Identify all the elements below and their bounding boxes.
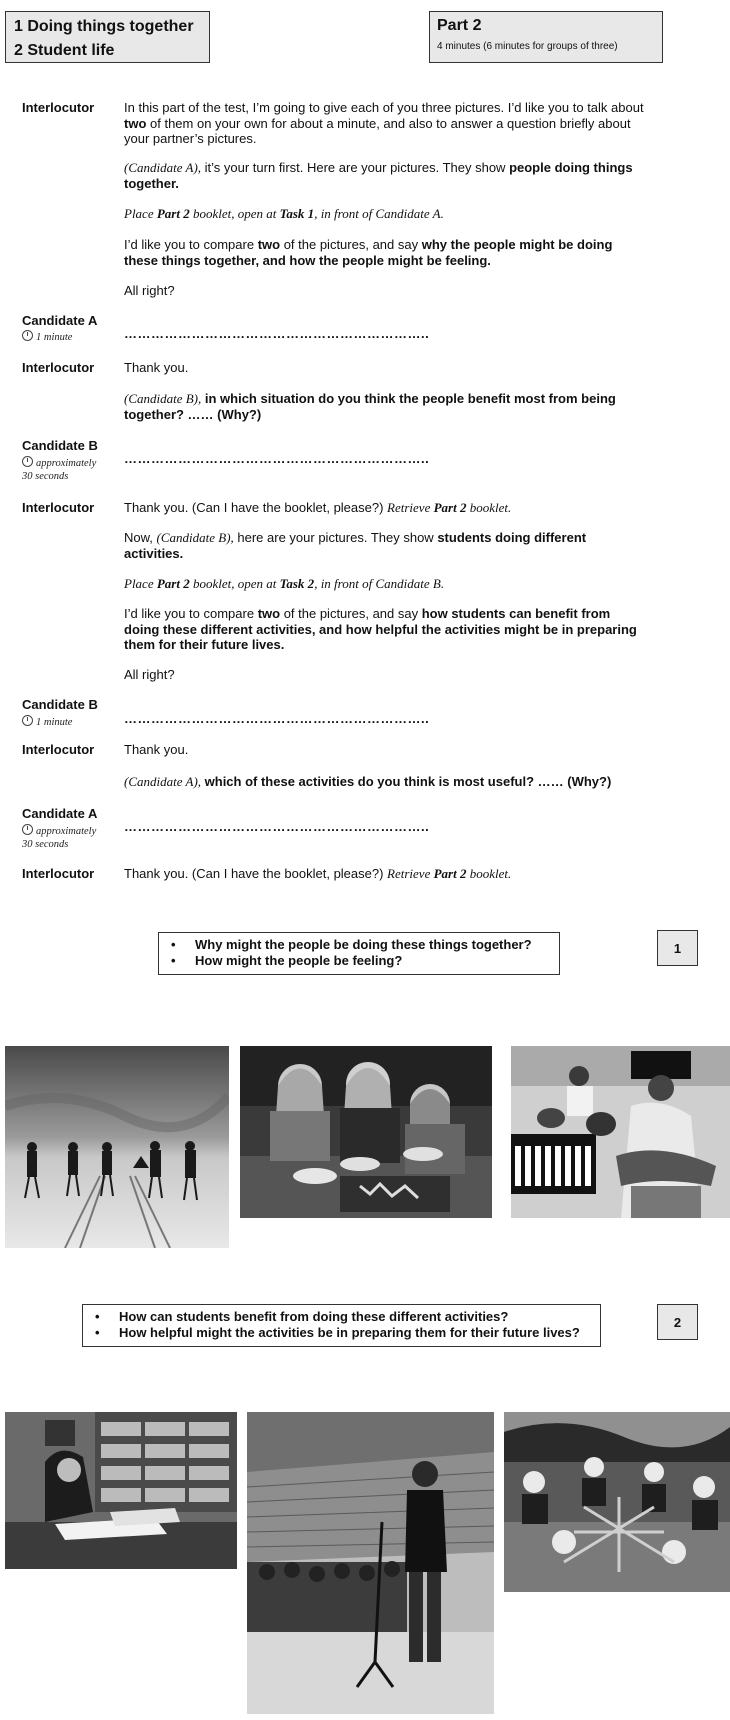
retrieve-booklet-2: Thank you. (Can I have the booklet, please?) Retrieve Part 2 booklet. (124, 866, 512, 881)
all-right-2: All right? (124, 667, 175, 682)
speaker-interlocutor: Interlocutor (22, 742, 95, 757)
thank-you-1: Thank you. (124, 360, 189, 375)
response-dots: ………………………………………………………….. (124, 326, 430, 341)
task1-question-box (158, 932, 560, 975)
all-right-1: All right? (124, 283, 175, 298)
response-dots: ………………………………………………………….. (124, 451, 430, 466)
task1-question: • How might the people be feeling? (159, 953, 559, 969)
task2-question-box (82, 1304, 601, 1347)
task1-place-direction: Place Part 2 booklet, open at Task 1, in front of Candidate A. (124, 206, 444, 221)
speaker-candidate-b: Candidate B (22, 697, 98, 712)
task1-compare-instruction: I’d like you to compare two of the pictures, and say why the people might be doing these things together, and how the people might be feeling. (124, 237, 613, 268)
photo-student-studying-in-library (5, 1412, 237, 1569)
task2-place-direction: Place Part 2 booklet, open at Task 2, in front of Candidate B. (124, 576, 445, 591)
timer-1-minute: 1 minute (22, 715, 72, 729)
clock-icon (22, 715, 33, 726)
speaker-interlocutor: Interlocutor (22, 100, 95, 115)
part-timing: 4 minutes (6 minutes for groups of three) (437, 41, 618, 52)
photo-student-giving-presentation (247, 1412, 494, 1714)
clock-icon (22, 456, 33, 467)
speaker-interlocutor: Interlocutor (22, 866, 95, 881)
response-dots: ………………………………………………………….. (124, 711, 430, 726)
part-box (429, 11, 663, 63)
part-title: Part 2 (437, 17, 482, 34)
photo-children-cooking (240, 1046, 492, 1218)
clock-icon (22, 330, 33, 341)
task2-question: • How helpful might the activities be in preparing them for their future lives? (83, 1325, 600, 1341)
speaker-interlocutor: Interlocutor (22, 360, 95, 375)
task2-compare-instruction: I’d like you to compare two of the pictures, and say how students can benefit from doing these different activities, and how helpful the activities might be in preparing them for their future lives. (124, 606, 637, 652)
task1-question: • Why might the people be doing these things together? (159, 937, 559, 953)
topic-1: 1 Doing things together (14, 18, 194, 35)
task1-follow-up-question: (Candidate B), in which situation do you think the people benefit most from being together? …… (Why?) (124, 391, 616, 422)
topics-box (5, 11, 210, 63)
thank-you-2: Thank you. (124, 742, 189, 757)
speaker-candidate-b: Candidate B (22, 438, 98, 453)
timer-1-minute: 1 minute (22, 330, 72, 344)
photo-band-playing-music (511, 1046, 730, 1218)
timer-30-seconds: approximately 30 seconds (22, 826, 97, 850)
photo-students-in-outdoor-group (504, 1412, 730, 1592)
response-dots: ………………………………………………………….. (124, 819, 430, 834)
task1-instruction: (Candidate A), it’s your turn first. Here are your pictures. They show people doing things together. (124, 160, 633, 191)
task2-number-box: 2 (657, 1304, 698, 1340)
photo-hikers-in-snow (5, 1046, 229, 1248)
task2-follow-up-question: (Candidate A), which of these activities do you think is most useful? …… (Why?) (124, 774, 612, 789)
task2-instruction: Now, (Candidate B), here are your pictures. They show students doing different activities. (124, 530, 587, 561)
retrieve-booklet-1: Thank you. (Can I have the booklet, please?) Retrieve Part 2 booklet. (124, 500, 512, 515)
timer-30-seconds: approximately 30 seconds (22, 458, 97, 482)
intro-paragraph: In this part of the test, I’m going to give each of you three pictures. I’d like you to talk about two of them on your own for about a minute, and also to answer a question briefly about your partner’s pictures. (124, 100, 644, 146)
speaker-candidate-a: Candidate A (22, 313, 98, 328)
task1-number-box: 1 (657, 930, 698, 966)
topic-2: 2 Student life (14, 42, 115, 59)
clock-icon (22, 824, 33, 835)
speaker-candidate-a: Candidate A (22, 806, 98, 821)
task2-question: • How can students benefit from doing these different activities? (83, 1309, 600, 1325)
speaker-interlocutor: Interlocutor (22, 500, 95, 515)
